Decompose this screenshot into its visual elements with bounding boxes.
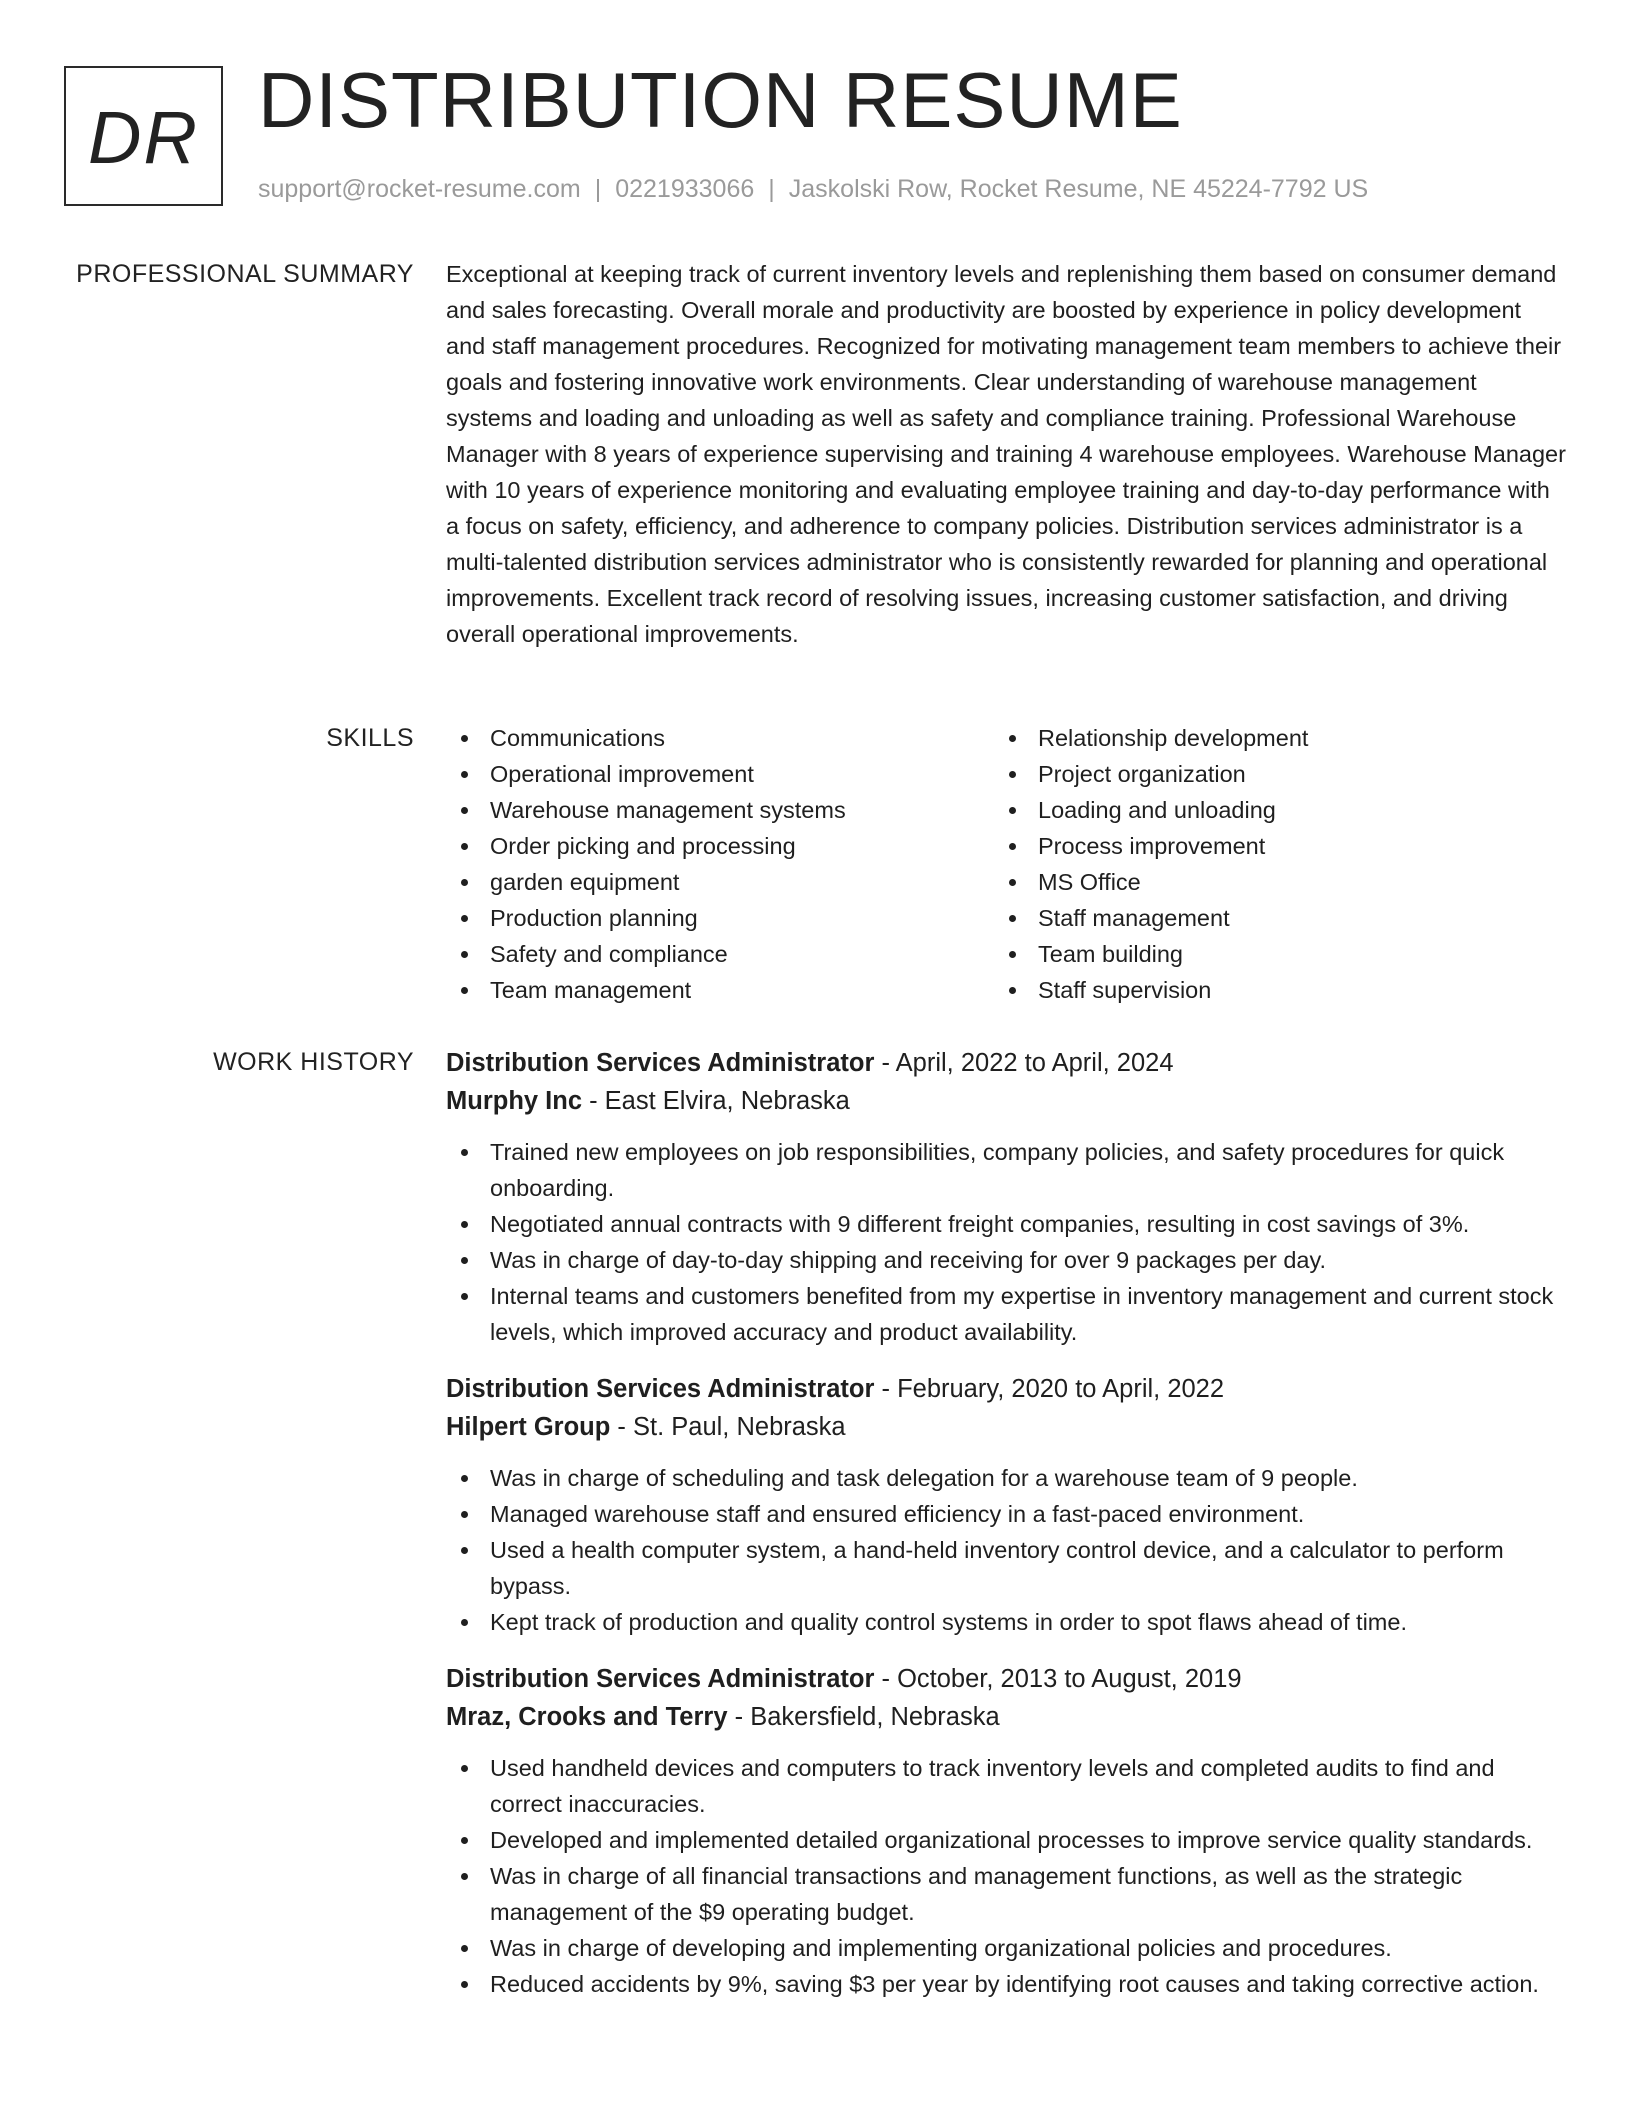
job-dates: - April, 2022 to April, 2024 <box>874 1049 1174 1077</box>
job-title-line <box>446 1660 1566 1698</box>
job-bullet: Was in charge of all financial transactions and management functions, as well as the strategic management of the $9 operating budget. <box>446 1858 1566 1930</box>
monogram-initials: DR <box>88 96 199 179</box>
summary-heading: PROFESSIONAL SUMMARY <box>76 260 414 288</box>
job-title: Distribution Services Administrator <box>446 1375 875 1403</box>
job-bullets <box>446 1134 1566 1350</box>
job-bullet: Kept track of production and quality control systems in order to spot flaws ahead of time. <box>446 1604 1566 1640</box>
job-bullet: Reduced accidents by 9%, saving $3 per year by identifying root causes and taking corrective action. <box>446 1966 1566 2002</box>
skill-item: Order picking and processing <box>446 828 994 864</box>
job-bullet: Was in charge of scheduling and task delegation for a warehouse team of 9 people. <box>446 1460 1566 1496</box>
work-history-heading: WORK HISTORY <box>213 1048 414 1076</box>
skill-item: Operational improvement <box>446 756 994 792</box>
skill-item: Staff management <box>994 900 1542 936</box>
job-dates: - February, 2020 to April, 2022 <box>874 1375 1225 1403</box>
job-title: Distribution Services Administrator <box>446 1665 875 1693</box>
skill-item: Production planning <box>446 900 994 936</box>
job-bullet: Trained new employees on job responsibilities, company policies, and safety procedures for quick onboarding. <box>446 1134 1566 1206</box>
skill-item: garden equipment <box>446 864 994 900</box>
summary-text: Exceptional at keeping track of current inventory levels and replenishing them based on consumer demand and sales forecasting. Overall morale and productivity are boosted by experience in policy development and staff management procedures. Recognized for motivating management team members to achieve their goals and fostering innovative work environments. Clear understanding of warehouse management systems and loading and unloading as well as safety and compliance training. Professional Warehouse Manager with 8 years of experience supervising and training 4 warehouse employees. Warehouse Manager with 10 years of experience monitoring and evaluating employee training and day-to-day performance with a focus on safety, efficiency, and adherence to company policies. Distribution services administrator is a multi-talented distribution services administrator who is consistently rewarded for planning and operational improvements. Excellent track record of resolving issues, increasing customer satisfaction, and driving overall operational improvements. <box>446 261 1566 647</box>
contact-phone: 0221933066 <box>615 175 755 203</box>
skill-item: Staff supervision <box>994 972 1542 1008</box>
skills-heading: SKILLS <box>326 724 414 752</box>
summary-body <box>446 256 1566 652</box>
skills-column-right <box>994 720 1542 1008</box>
skill-item: Loading and unloading <box>994 792 1542 828</box>
job-bullet: Internal teams and customers benefited from my expertise in inventory management and current stock levels, which improved accuracy and product availability. <box>446 1278 1566 1350</box>
job-dates: - October, 2013 to August, 2019 <box>874 1665 1242 1693</box>
job-location: - Bakersfield, Nebraska <box>727 1703 1000 1731</box>
job-entry <box>446 1370 1566 1640</box>
resume-title: DISTRIBUTION RESUME <box>258 56 1183 144</box>
work-history-body <box>446 1044 1566 2022</box>
skill-item: Team management <box>446 972 994 1008</box>
job-company-line <box>446 1698 1566 1736</box>
job-title-line <box>446 1044 1566 1082</box>
job-location: - St. Paul, Nebraska <box>610 1413 846 1441</box>
contact-separator: | <box>594 175 602 203</box>
job-bullet: Was in charge of day-to-day shipping and receiving for over 9 packages per day. <box>446 1242 1566 1278</box>
job-company-line <box>446 1082 1566 1120</box>
job-bullet: Managed warehouse staff and ensured efficiency in a fast-paced environment. <box>446 1496 1566 1532</box>
skills-grid <box>446 720 1566 1008</box>
skill-item: Safety and compliance <box>446 936 994 972</box>
skill-item: Project organization <box>994 756 1542 792</box>
job-bullet: Developed and implemented detailed organizational processes to improve service quality standards. <box>446 1822 1566 1858</box>
job-company-line <box>446 1408 1566 1446</box>
contact-separator: | <box>768 175 775 203</box>
job-bullets <box>446 1460 1566 1640</box>
skill-item: MS Office <box>994 864 1542 900</box>
job-title-line <box>446 1370 1566 1408</box>
skill-item: Process improvement <box>994 828 1542 864</box>
job-bullet: Negotiated annual contracts with 9 different freight companies, resulting in cost savings of 3%. <box>446 1206 1566 1242</box>
job-entry <box>446 1044 1566 1350</box>
job-company: Hilpert Group <box>446 1413 611 1441</box>
contact-email: support@rocket-resume.com <box>258 175 581 203</box>
skill-item: Warehouse management systems <box>446 792 994 828</box>
job-bullet: Was in charge of developing and implementing organizational policies and procedures. <box>446 1930 1566 1966</box>
job-entry <box>446 1660 1566 2002</box>
job-location: - East Elvira, Nebraska <box>582 1087 850 1115</box>
job-company: Mraz, Crooks and Terry <box>446 1703 728 1731</box>
job-company: Murphy Inc <box>446 1087 583 1115</box>
job-bullets <box>446 1750 1566 2002</box>
job-bullet: Used handheld devices and computers to track inventory levels and completed audits to find and correct inaccuracies. <box>446 1750 1566 1822</box>
skill-item: Relationship development <box>994 720 1542 756</box>
job-title: Distribution Services Administrator <box>446 1049 875 1077</box>
skills-column-left <box>446 720 994 1008</box>
skill-item: Team building <box>994 936 1542 972</box>
skills-body <box>446 720 1566 1008</box>
contact-address: Jaskolski Row, Rocket Resume, NE 45224-7792 US <box>788 175 1369 203</box>
monogram-box <box>64 66 223 206</box>
job-bullet: Used a health computer system, a hand-held inventory control device, and a calculator to perform bypass. <box>446 1532 1566 1604</box>
skill-item: Communications <box>446 720 994 756</box>
contact-line <box>258 172 1368 206</box>
